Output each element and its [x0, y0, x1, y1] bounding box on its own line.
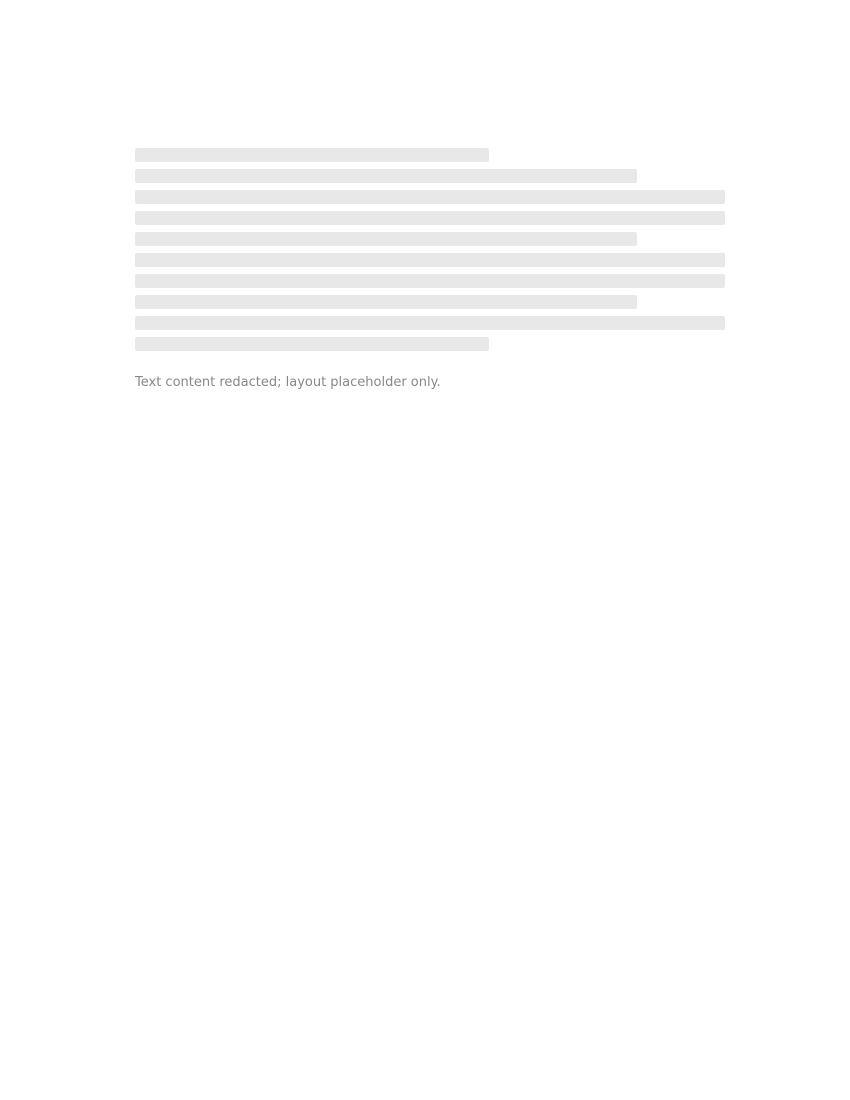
redacted-text-line [135, 295, 637, 309]
redacted-text-line [135, 316, 725, 330]
redacted-text-line [135, 169, 637, 183]
redacted-text-line [135, 148, 489, 162]
redacted-text-line [135, 337, 489, 351]
document-page [0, 0, 850, 390]
redacted-text-line [135, 232, 637, 246]
redacted-text-line [135, 190, 725, 204]
redacted-text-line [135, 211, 725, 225]
redacted-text-line [135, 253, 725, 267]
redacted-text-line [135, 274, 725, 288]
redaction-notice: Text content redacted; layout placeholder only. [135, 375, 441, 390]
